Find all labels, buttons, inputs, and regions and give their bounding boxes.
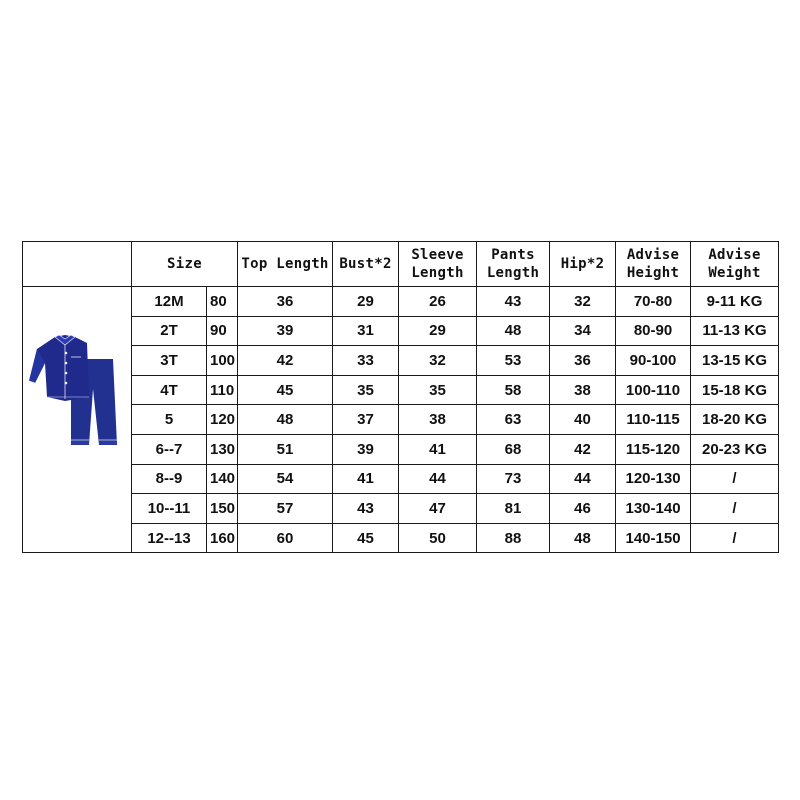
cell-advise-height: 115-120 bbox=[616, 434, 691, 464]
cell-pants-length: 48 bbox=[477, 316, 550, 346]
cell-advise-height: 130-140 bbox=[616, 494, 691, 524]
table-row bbox=[23, 405, 779, 435]
cell-bust: 29 bbox=[333, 287, 399, 317]
cell-height-cm: 110 bbox=[207, 375, 238, 405]
header-advise-weight bbox=[691, 242, 779, 287]
cell-advise-weight: / bbox=[691, 494, 779, 524]
header-advise-weight-line2: Weight bbox=[708, 265, 761, 281]
header-sleeve-line2: Length bbox=[411, 265, 464, 281]
cell-top-length: 45 bbox=[238, 375, 333, 405]
cell-advise-height: 80-90 bbox=[616, 316, 691, 346]
cell-top-length: 60 bbox=[238, 523, 333, 553]
table-row bbox=[23, 523, 779, 553]
cell-advise-height: 140-150 bbox=[616, 523, 691, 553]
cell-size: 5 bbox=[132, 405, 207, 435]
header-size: Size bbox=[132, 242, 238, 287]
table-row bbox=[23, 494, 779, 524]
cell-size: 3T bbox=[132, 346, 207, 376]
cell-top-length: 54 bbox=[238, 464, 333, 494]
table-row bbox=[23, 346, 779, 376]
header-advise-height-line2: Height bbox=[626, 265, 680, 281]
cell-hip: 42 bbox=[550, 434, 616, 464]
size-chart-table bbox=[22, 241, 779, 553]
cell-pants-length: 43 bbox=[477, 287, 550, 317]
cell-bust: 31 bbox=[333, 316, 399, 346]
cell-top-length: 51 bbox=[238, 434, 333, 464]
cell-size: 8--9 bbox=[132, 464, 207, 494]
cell-size: 12--13 bbox=[132, 523, 207, 553]
cell-sleeve-length: 38 bbox=[399, 405, 477, 435]
cell-advise-weight: / bbox=[691, 523, 779, 553]
cell-pants-length: 81 bbox=[477, 494, 550, 524]
header-image-blank bbox=[23, 242, 132, 287]
cell-advise-weight: 13-15 KG bbox=[691, 346, 779, 376]
header-sleeve-line1: Sleeve bbox=[411, 247, 464, 263]
cell-sleeve-length: 32 bbox=[399, 346, 477, 376]
cell-height-cm: 120 bbox=[207, 405, 238, 435]
cell-size: 4T bbox=[132, 375, 207, 405]
cell-advise-height: 90-100 bbox=[616, 346, 691, 376]
cell-advise-weight: 11-13 KG bbox=[691, 316, 779, 346]
table-row bbox=[23, 464, 779, 494]
cell-size: 2T bbox=[132, 316, 207, 346]
header-sleeve-length bbox=[399, 242, 477, 287]
cell-hip: 38 bbox=[550, 375, 616, 405]
cell-bust: 35 bbox=[333, 375, 399, 405]
header-advise-height bbox=[616, 242, 691, 287]
pajama-set-image bbox=[25, 327, 129, 457]
table-row bbox=[23, 287, 779, 317]
cell-height-cm: 100 bbox=[207, 346, 238, 376]
cell-advise-weight: 20-23 KG bbox=[691, 434, 779, 464]
header-row bbox=[23, 242, 779, 287]
header-advise-height-line1: Advise bbox=[626, 247, 680, 263]
cell-hip: 34 bbox=[550, 316, 616, 346]
header-bust: Bust*2 bbox=[333, 242, 399, 287]
cell-bust: 41 bbox=[333, 464, 399, 494]
cell-hip: 40 bbox=[550, 405, 616, 435]
table-row bbox=[23, 434, 779, 464]
cell-height-cm: 160 bbox=[207, 523, 238, 553]
cell-pants-length: 53 bbox=[477, 346, 550, 376]
cell-advise-height: 100-110 bbox=[616, 375, 691, 405]
cell-advise-height: 70-80 bbox=[616, 287, 691, 317]
cell-advise-weight: 15-18 KG bbox=[691, 375, 779, 405]
cell-bust: 39 bbox=[333, 434, 399, 464]
cell-sleeve-length: 41 bbox=[399, 434, 477, 464]
cell-bust: 37 bbox=[333, 405, 399, 435]
cell-hip: 48 bbox=[550, 523, 616, 553]
cell-hip: 44 bbox=[550, 464, 616, 494]
table-row bbox=[23, 375, 779, 405]
cell-sleeve-length: 50 bbox=[399, 523, 477, 553]
header-advise-weight-line1: Advise bbox=[708, 247, 761, 263]
cell-height-cm: 80 bbox=[207, 287, 238, 317]
cell-pants-length: 88 bbox=[477, 523, 550, 553]
cell-pants-length: 58 bbox=[477, 375, 550, 405]
cell-height-cm: 150 bbox=[207, 494, 238, 524]
cell-advise-weight: 18-20 KG bbox=[691, 405, 779, 435]
cell-sleeve-length: 47 bbox=[399, 494, 477, 524]
cell-hip: 36 bbox=[550, 346, 616, 376]
cell-sleeve-length: 26 bbox=[399, 287, 477, 317]
cell-hip: 46 bbox=[550, 494, 616, 524]
header-top-length: Top Length bbox=[238, 242, 333, 287]
header-pants-length bbox=[477, 242, 550, 287]
cell-advise-height: 120-130 bbox=[616, 464, 691, 494]
cell-height-cm: 90 bbox=[207, 316, 238, 346]
header-pants-line2: Length bbox=[486, 265, 540, 281]
cell-sleeve-length: 35 bbox=[399, 375, 477, 405]
cell-top-length: 57 bbox=[238, 494, 333, 524]
cell-top-length: 48 bbox=[238, 405, 333, 435]
cell-pants-length: 63 bbox=[477, 405, 550, 435]
header-pants-line1: Pants bbox=[491, 247, 535, 263]
cell-top-length: 39 bbox=[238, 316, 333, 346]
cell-height-cm: 140 bbox=[207, 464, 238, 494]
table-row bbox=[23, 316, 779, 346]
cell-advise-height: 110-115 bbox=[616, 405, 691, 435]
cell-advise-weight: 9-11 KG bbox=[691, 287, 779, 317]
cell-size: 10--11 bbox=[132, 494, 207, 524]
cell-size: 12M bbox=[132, 287, 207, 317]
cell-bust: 33 bbox=[333, 346, 399, 376]
cell-advise-weight: / bbox=[691, 464, 779, 494]
cell-sleeve-length: 29 bbox=[399, 316, 477, 346]
cell-size: 6--7 bbox=[132, 434, 207, 464]
cell-bust: 45 bbox=[333, 523, 399, 553]
product-image-cell bbox=[23, 287, 132, 553]
cell-sleeve-length: 44 bbox=[399, 464, 477, 494]
cell-pants-length: 68 bbox=[477, 434, 550, 464]
cell-hip: 32 bbox=[550, 287, 616, 317]
cell-height-cm: 130 bbox=[207, 434, 238, 464]
cell-top-length: 36 bbox=[238, 287, 333, 317]
cell-pants-length: 73 bbox=[477, 464, 550, 494]
cell-top-length: 42 bbox=[238, 346, 333, 376]
cell-bust: 43 bbox=[333, 494, 399, 524]
header-hip: Hip*2 bbox=[550, 242, 616, 287]
